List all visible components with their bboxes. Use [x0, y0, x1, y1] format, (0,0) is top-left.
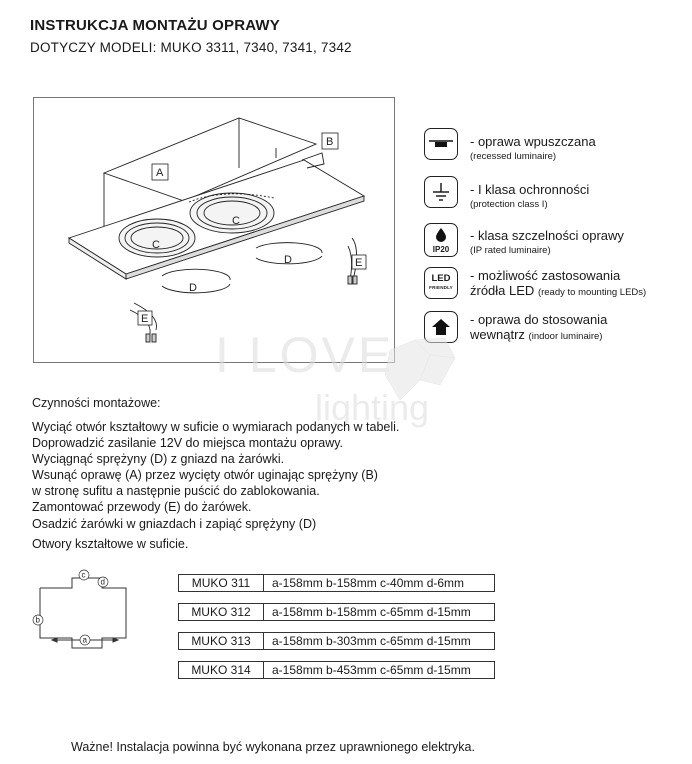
drawing-label-d1: D — [284, 254, 292, 266]
feature-ip-rating: - klasa szczelności oprawy (IP rated luminaire) — [470, 228, 624, 256]
feature-indoor: - oprawa do stosowania wewnątrz (indoor luminaire) — [470, 312, 608, 342]
steps-list — [32, 419, 399, 532]
recessed-icon — [424, 128, 458, 160]
table-cell-model: MUKO 311 — [179, 575, 264, 592]
table-cell-model: MUKO 313 — [179, 633, 264, 650]
cutout-label-b: b — [35, 615, 40, 625]
table-cell-dims: a-158mm b-453mm c-65mm d-15mm — [264, 662, 495, 679]
list-item: Wyciągnąć sprężyny (D) z gniazd na żarówki. — [32, 452, 285, 467]
steps-title: Czynności montażowe: — [32, 396, 161, 410]
cutout-label-d: d — [100, 577, 105, 587]
feature-recessed: - oprawa wpuszczana (recessed luminaire) — [470, 134, 596, 162]
watermark-line2: lighting — [315, 387, 430, 428]
drawing-label-a: A — [156, 167, 164, 179]
document-title: INSTRUKCJA MONTAŻU OPRAWY — [30, 17, 280, 34]
list-item: w stronę sufitu a następnie puścić do zablokowania. — [32, 484, 320, 499]
cutout-label-c: c — [81, 570, 86, 580]
watermark-logo — [215, 310, 465, 435]
table-cell-model: MUKO 312 — [179, 604, 264, 621]
drawing-label-c1: C — [152, 239, 160, 251]
table-row — [179, 604, 495, 621]
installation-warning: Ważne! Instalacja powinna być wykonana przez uprawnionego elektryka. — [71, 740, 475, 754]
feature-protection-class: - I klasa ochronności (protection class I) — [470, 182, 590, 210]
table-cell-dims: a-158mm b-158mm c-65mm d-15mm — [264, 604, 495, 621]
table-row — [179, 662, 495, 679]
dimensions-table — [178, 574, 495, 679]
cutout-label-a: a — [82, 635, 87, 645]
table-cell-dims: a-158mm b-158mm c-40mm d-6mm — [264, 575, 495, 592]
feature-led-ready: - możliwość zastosowania źródła LED (ready to mounting LEDs) — [470, 268, 647, 298]
drawing-label-c2: C — [232, 215, 240, 227]
holes-title: Otwory kształtowe w suficie. — [32, 537, 189, 551]
table-row — [179, 575, 495, 592]
cutout-drawing — [32, 568, 132, 673]
drawing-label-d2: D — [189, 282, 197, 294]
table-cell-model: MUKO 314 — [179, 662, 264, 679]
list-item: Doprowadzić zasilanie 12V do miejsca montażu oprawy. — [32, 436, 344, 451]
watermark-line1: I LOVE — [215, 327, 395, 383]
table-cell-dims: a-158mm b-303mm c-65mm d-15mm — [264, 633, 495, 650]
drawing-label-e2: E — [141, 313, 149, 325]
led-friendly-icon: LED FRIENDLY — [424, 267, 458, 299]
ground-icon — [424, 176, 458, 208]
drawing-label-e1: E — [355, 257, 363, 269]
list-item: Wyciąć otwór kształtowy w suficie o wymiarach podanych w tabeli. — [32, 420, 400, 434]
ip20-icon: IP20 — [424, 223, 458, 257]
table-row — [179, 633, 495, 650]
document-subtitle: DOTYCZY MODELI: MUKO 3311, 7340, 7341, 7342 — [30, 40, 352, 55]
drawing-label-b: B — [326, 136, 334, 148]
list-item: Osadzić żarówki w gniazdach i zapiąć sprężyny (D) — [32, 516, 317, 531]
list-item: Zamontować przewody (E) do żarówek. — [32, 500, 252, 515]
list-item: Wsunąć oprawę (A) przez wycięty otwór uginając sprężyny (B) — [32, 468, 378, 483]
